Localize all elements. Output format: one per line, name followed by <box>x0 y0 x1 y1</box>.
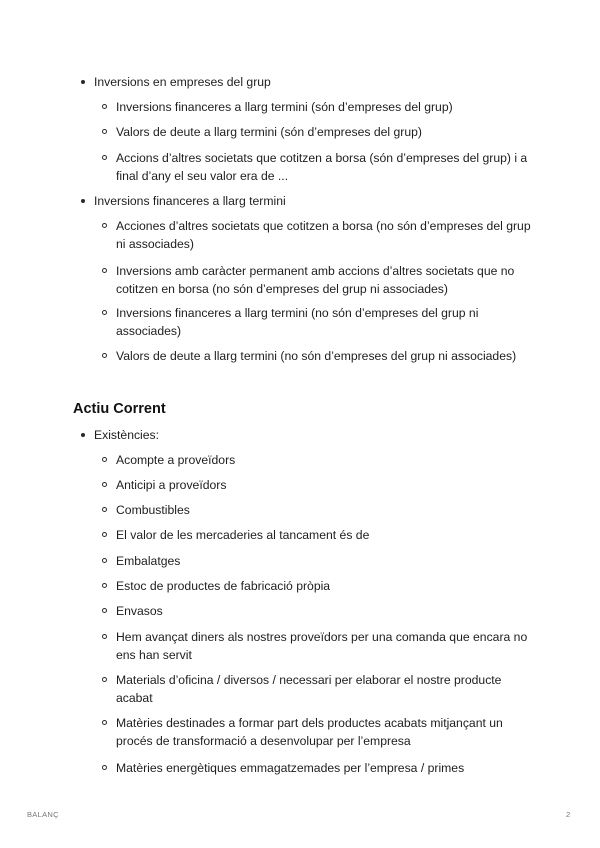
l2-item: El valor de les mercaderies al tancament és de <box>0 526 600 544</box>
l1-label: Inversions financeres a llarg termini <box>0 192 600 210</box>
l2-item: Embalatges <box>0 552 600 570</box>
l2-item: Acciones d’altres societats que cotitzen a borsa (no són d’empreses del grup ni associades) <box>0 217 600 253</box>
l2-item: Inversions financeres a llarg termini (no són d’empreses del grup ni associades) <box>0 304 600 340</box>
l1-label: Inversions en empreses del grup <box>0 73 600 91</box>
l2-item: Inversions amb caràcter permanent amb accions d’altres societats que no cotitzen en borsa (no són d’empreses del grup ni associades) <box>0 262 600 298</box>
l1-item-existencies <box>0 426 600 444</box>
l2-item: Acompte a proveïdors <box>0 451 600 469</box>
l2-item: Matèries destinades a formar part dels productes acabats mitjançant un procés de transformació a desenvolupar per l’empresa <box>0 714 600 750</box>
footer-title: BALANÇ <box>27 810 59 819</box>
l2-item: Valors de deute a llarg termini (són d’empreses del grup) <box>0 123 600 141</box>
l1-item-longterm <box>0 192 600 210</box>
l2-item: Valors de deute a llarg termini (no són d’empreses del grup ni associades) <box>0 347 600 365</box>
l2-item: Anticipi a proveïdors <box>0 476 600 494</box>
l2-item: Matèries energètiques emmagatzemades per l’empresa / primes <box>0 759 600 777</box>
l2-item: Envasos <box>0 602 600 620</box>
l1-item-group <box>0 73 600 91</box>
page-number: 2 <box>566 810 571 819</box>
l2-item: Estoc de productes de fabricació pròpia <box>0 577 600 595</box>
l2-item: Accions d’altres societats que cotitzen a borsa (són d’empreses del grup) i a final d’any el seu valor era de ... <box>0 149 600 185</box>
l1-label: Existències: <box>0 426 600 444</box>
l2-item: Inversions financeres a llarg termini (són d’empreses del grup) <box>0 98 600 116</box>
l2-item: Combustibles <box>0 501 600 519</box>
section-heading: Actiu Corrent <box>73 401 166 417</box>
l2-item: Hem avançat diners als nostres proveïdors per una comanda que encara no ens han servit <box>0 628 600 664</box>
l2-item: Materials d’oficina / diversos / necessari per elaborar el nostre producte acabat <box>0 671 600 707</box>
